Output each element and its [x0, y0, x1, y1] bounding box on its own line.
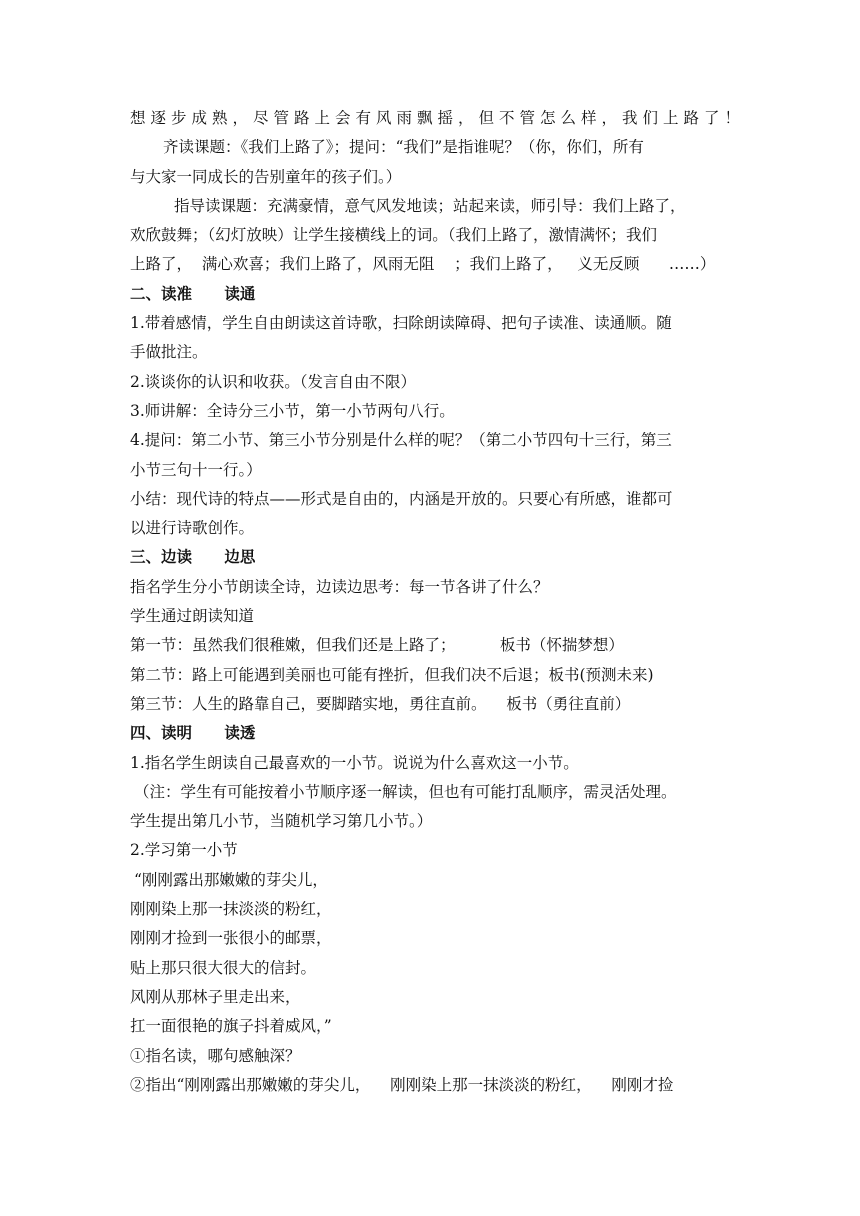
paragraph-line: 1.带着感情，学生自由朗读这首诗歌，扫除朗读障碍、把句子读准、读通顺。随	[130, 314, 672, 333]
paragraph-line: 1.指名学生朗读自己最喜欢的一小节。说说为什么喜欢这一小节。	[130, 753, 579, 772]
paragraph-line: 上路了， 满心欢喜；我们上路了，风雨无阻 ；我们上路了， 义无反顾 ……）	[130, 255, 716, 274]
paragraph-line: 第二节：路上可能遇到美丽也可能有挫折，但我们决不后退；板书(预测未来)	[130, 665, 654, 684]
paragraph-line: 3.师讲解：全诗分三小节，第一小节两句八行。	[130, 401, 455, 420]
paragraph-line: 第一节：虽然我们很稚嫩，但我们还是上路了； 板书（怀揣梦想）	[130, 636, 624, 655]
paragraph-line: 小结：现代诗的特点——形式是自由的，内涵是开放的。只要心有所感，谁都可	[130, 489, 673, 508]
paragraph-line: 小节三句十一行。）	[130, 460, 262, 479]
paragraph-line: 以进行诗歌创作。	[130, 519, 255, 538]
poem-line: 风刚从那林子里走出来，	[130, 987, 301, 1006]
paragraph-line: 与大家一同成长的告别童年的孩子们。）	[130, 167, 402, 186]
paragraph-line: 第三节：人生的路靠自己，要脚踏实地，勇往直前。 板书（勇往直前）	[130, 694, 631, 713]
paragraph-line: 指导读课题：充满豪情，意气风发地读；站起来读，师引导：我们上路了，	[174, 196, 686, 215]
poem-line: 扛一面很艳的旗子抖着威风，”	[130, 1017, 332, 1036]
paragraph-line: 2.谈谈你的认识和收获。（发言自由不限）	[130, 372, 417, 391]
paragraph-line: 齐读课题：《我们上路了》；提问：“我们”是指谁呢？（你，你们，所有	[163, 138, 644, 157]
section-heading: 四、读明 读透	[130, 724, 256, 743]
paragraph-line: 想逐步成熟，尽管路上会有风雨飘摇，但不管怎么样，我们上路了！	[130, 109, 740, 127]
paragraph-line: 指名学生分小节朗读全诗，边读边思考：每一节各讲了什么？	[130, 577, 549, 596]
poem-line: 刚刚染上那一抹淡淡的粉红，	[130, 900, 332, 919]
poem-line: 贴上那只很大很大的信封。	[130, 958, 317, 977]
paragraph-line: ①指名读，哪句感触深？	[130, 1046, 301, 1065]
paragraph-line: 4.提问：第二小节、第三小节分别是什么样的呢？（第二小节四句十三行，第三	[130, 431, 672, 450]
paragraph-line: 2.学习第一小节	[130, 841, 238, 860]
poem-line: “刚刚露出那嫩嫩的芽尖儿，	[134, 870, 328, 889]
poem-line: 刚刚才捡到一张很小的邮票，	[130, 929, 332, 948]
section-heading: 二、读准 读通	[130, 284, 256, 303]
paragraph-line: ②指出“刚刚露出那嫩嫩的芽尖儿， 刚刚染上那一抹淡淡的粉红， 刚刚才捡	[130, 1075, 674, 1094]
document-page	[130, 104, 740, 1100]
paragraph-line: （注：学生有可能按着小节顺序逐一解读，但也有可能打乱顺序，需灵活处理。	[134, 782, 677, 801]
paragraph-line: 学生通过朗读知道	[130, 607, 255, 626]
section-heading: 三、边读 边思	[130, 548, 256, 567]
paragraph-line: 欢欣鼓舞；（幻灯放映）让学生接横线上的词。（我们上路了，激情满怀；我们	[130, 226, 658, 245]
paragraph-line: 学生提出第几小节，当随机学习第几小节。）	[130, 812, 433, 831]
paragraph-line: 手做批注。	[130, 343, 208, 362]
